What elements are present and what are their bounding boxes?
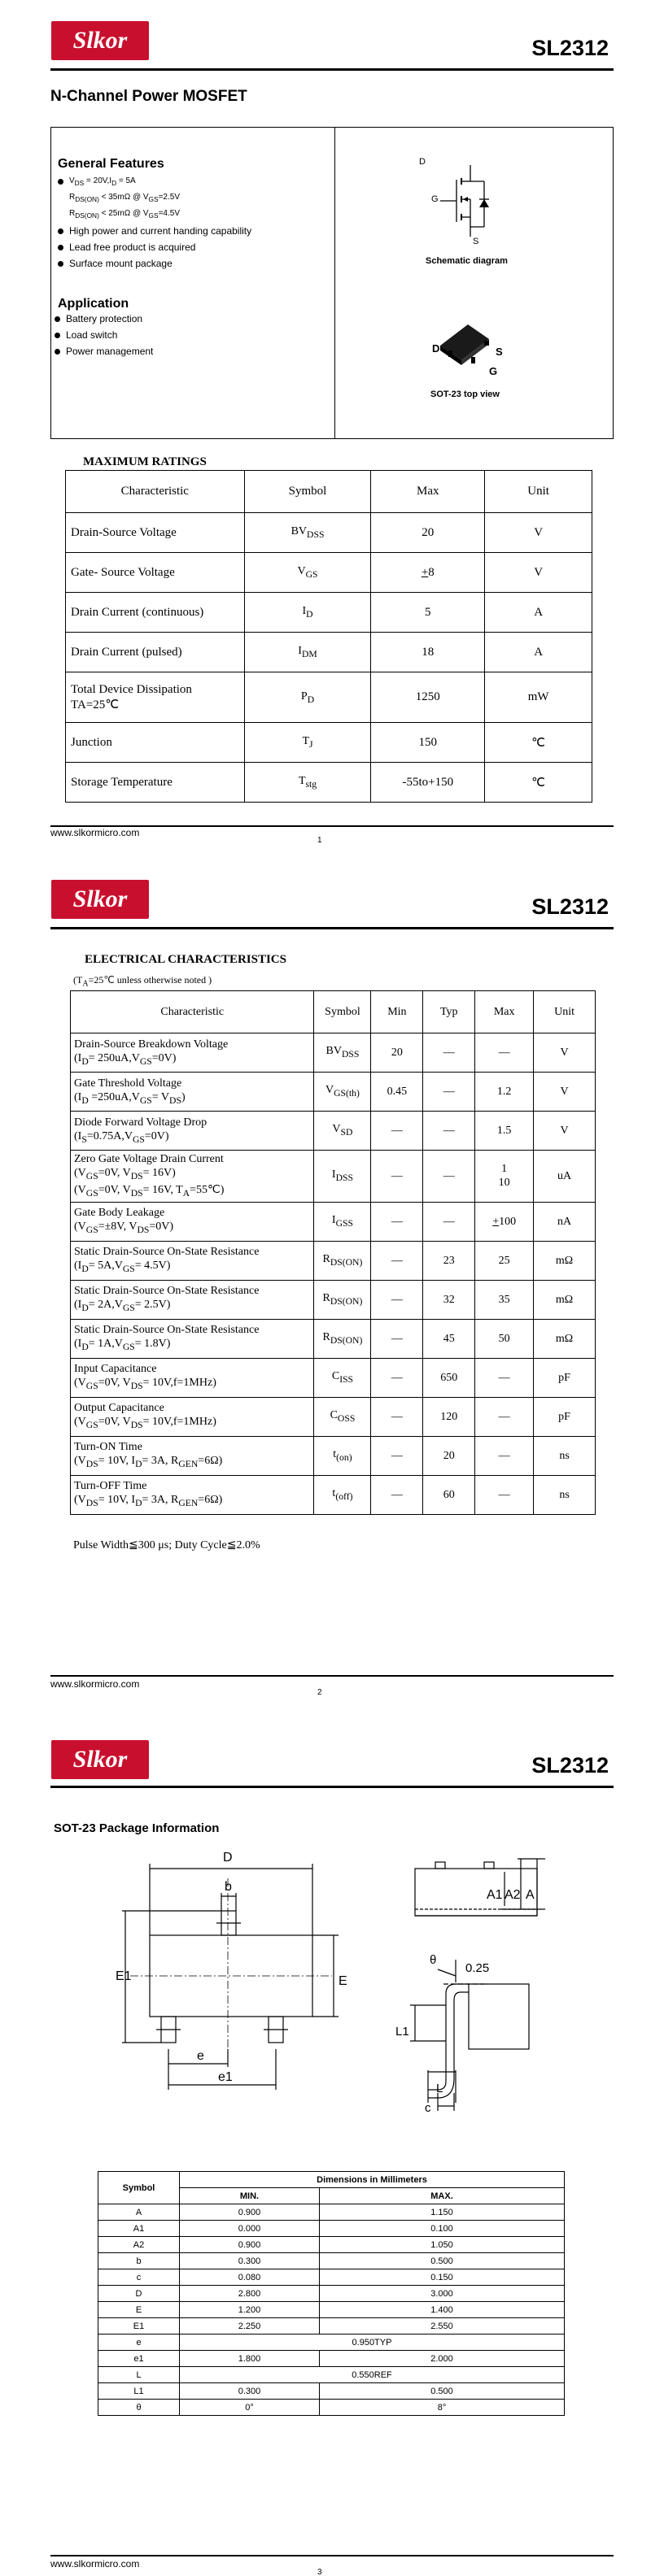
max-cell: 25: [475, 1241, 534, 1280]
table-row: [71, 1358, 596, 1397]
characteristic-cell: Diode Forward Voltage Drop $(I_S=0.75A,V_{GS}=0V)$: [71, 1112, 314, 1151]
min-cell: 2.250: [180, 2318, 320, 2334]
table-row: [98, 2367, 565, 2383]
table-row: [71, 1397, 596, 1436]
symbol-cell: L1: [98, 2383, 180, 2400]
unit-cell: mΩ: [534, 1280, 596, 1319]
brand-logo: Slkor: [51, 21, 149, 60]
symbol-cell: $P_D$: [244, 672, 371, 723]
dim-label-l: L: [436, 2082, 443, 2095]
characteristic-cell: Gate Body Leakage ($V_{GS}=\pm 8V$, $V_{DS}=0V$): [71, 1202, 314, 1241]
symbol-cell: $V_{GS}$: [244, 553, 371, 593]
feature-item: [58, 258, 173, 269]
unit-cell: A: [485, 633, 592, 672]
table-row: [98, 2383, 565, 2400]
electrical-characteristics-title: ELECTRICAL CHARACTERISTICS: [85, 953, 286, 966]
max-cell: —: [475, 1397, 534, 1436]
bullet-icon: [58, 261, 63, 267]
typ-cell: 650: [423, 1358, 475, 1397]
application-text: Battery protection: [66, 313, 143, 324]
page-number: 3: [317, 2568, 322, 2576]
features-divider: [334, 128, 335, 438]
unit-cell: mΩ: [534, 1319, 596, 1358]
min-cell: 0°: [180, 2400, 320, 2416]
header-rule: [50, 1786, 614, 1788]
typ-cell: 32: [423, 1280, 475, 1319]
max-cell: 2.000: [320, 2351, 565, 2367]
table-row: [71, 1073, 596, 1112]
unit-cell: pF: [534, 1397, 596, 1436]
symbol-cell: $I_{GSS}$: [314, 1202, 371, 1241]
column-header: Symbol: [244, 471, 371, 513]
unit-cell: ns: [534, 1475, 596, 1514]
page-number: 2: [317, 1688, 322, 1697]
bullet-icon: [58, 179, 63, 185]
table-row: [98, 2334, 565, 2351]
max-cell: 20: [371, 513, 485, 553]
min-cell: 1.200: [180, 2302, 320, 2318]
max-cell: 1250: [371, 672, 485, 723]
bullet-icon: [55, 316, 60, 322]
application-text: Load switch: [66, 329, 118, 341]
symbol-cell: A: [98, 2204, 180, 2221]
typ-cell: 60: [423, 1475, 475, 1514]
max-cell: 1 10: [475, 1151, 534, 1203]
package-pin-d: D: [432, 342, 440, 355]
characteristic-cell: Static Drain-Source On-State Resistance $(I_D= 1A,V_{GS}= 1.8V)$: [71, 1319, 314, 1358]
symbol-cell: b: [98, 2253, 180, 2269]
dim-label-e1-vertical: E1: [116, 1969, 132, 1983]
feature-text: High power and current handing capability: [69, 225, 252, 237]
electrical-characteristics-table: [70, 990, 596, 1515]
symbol-header: Symbol: [98, 2172, 180, 2204]
typ-cell: —: [423, 1202, 475, 1241]
max-ratings-title: MAXIMUM RATINGS: [83, 455, 207, 468]
characteristic-cell: Drain Current (continuous): [66, 593, 245, 633]
max-cell: -55to+150: [371, 763, 485, 803]
table-row: [71, 1280, 596, 1319]
max-cell: 8°: [320, 2400, 565, 2416]
max-cell: 1.050: [320, 2237, 565, 2253]
min-cell: 0.900: [180, 2204, 320, 2221]
min-cell: —: [371, 1151, 423, 1203]
min-cell: —: [371, 1436, 423, 1475]
max-cell: —: [475, 1358, 534, 1397]
table-row: [98, 2400, 565, 2416]
symbol-cell: $R_{DS(ON)}$: [314, 1280, 371, 1319]
characteristic-cell: Static Drain-Source On-State Resistance $(I_D= 2A,V_{GS}= 2.5V)$: [71, 1280, 314, 1319]
max-header: MAX.: [320, 2188, 565, 2204]
unit-cell: ns: [534, 1436, 596, 1475]
table-row: [98, 2237, 565, 2253]
min-cell: —: [371, 1397, 423, 1436]
typ-cell: —: [423, 1033, 475, 1073]
min-cell: 1.800: [180, 2351, 320, 2367]
max-cell: 35: [475, 1280, 534, 1319]
dim-label-a1: A1: [487, 1888, 503, 1902]
symbol-cell: $I_{DM}$: [244, 633, 371, 672]
typ-cell: —: [423, 1151, 475, 1203]
max-cell: 0.500: [320, 2253, 565, 2269]
package-pin-s: S: [496, 346, 503, 358]
table-row: [71, 1112, 596, 1151]
package-dimensions-table: [98, 2171, 565, 2416]
unit-cell: V: [534, 1112, 596, 1151]
dim-label-d: D: [223, 1851, 233, 1865]
symbol-cell: c: [98, 2269, 180, 2286]
table-header-row: [71, 991, 596, 1033]
symbol-cell: $I_D$: [244, 593, 371, 633]
part-number: SL2312: [531, 36, 609, 60]
symbol-cell: $V_{SD}$: [314, 1112, 371, 1151]
unit-cell: nA: [534, 1202, 596, 1241]
max-ratings-table: [65, 470, 592, 803]
unit-cell: ℃: [485, 723, 592, 763]
max-cell: 2.550: [320, 2318, 565, 2334]
max-cell: 5: [371, 593, 485, 633]
characteristic-cell: Junction: [66, 723, 245, 763]
max-cell: 0.100: [320, 2221, 565, 2237]
unit-cell: A: [485, 593, 592, 633]
table-row: [66, 513, 592, 553]
unit-cell: V: [534, 1073, 596, 1112]
mosfet-schematic-icon: [434, 157, 507, 246]
bullet-icon: [58, 228, 63, 234]
application-text: Power management: [66, 346, 154, 357]
bullet-icon: [58, 245, 63, 250]
characteristic-cell: Output Capacitance ($V_{GS}=0V$, $V_{DS}= 10V,f=1MHz$): [71, 1397, 314, 1436]
column-header: Max: [475, 991, 534, 1033]
typ-cell: 23: [423, 1241, 475, 1280]
max-cell: 18: [371, 633, 485, 672]
dim-label-a2: A2: [505, 1888, 521, 1902]
feature-text: Surface mount package: [69, 258, 173, 269]
min-cell: 0.000: [180, 2221, 320, 2237]
schematic-pin-g: G: [431, 194, 439, 204]
bullet-icon: [55, 333, 60, 338]
characteristic-cell: Storage Temperature: [66, 763, 245, 803]
application-item: [55, 346, 153, 357]
footer-url[interactable]: www.slkormicro.com: [50, 1678, 140, 1690]
header-rule: [50, 68, 614, 71]
min-cell: 0.900: [180, 2237, 320, 2253]
feature-item: [58, 209, 180, 220]
general-features-heading: General Features: [58, 157, 164, 171]
symbol-cell: e: [98, 2334, 180, 2351]
header-rule: [50, 927, 614, 929]
test-condition-note: ($T_A=25℃$ unless otherwise noted ): [73, 974, 212, 989]
column-header: Max: [371, 471, 485, 513]
max-cell: 0.150: [320, 2269, 565, 2286]
symbol-cell: A2: [98, 2237, 180, 2253]
symbol-cell: e1: [98, 2351, 180, 2367]
column-header: Unit: [534, 991, 596, 1033]
max-cell: 50: [475, 1319, 534, 1358]
column-header: Characteristic: [71, 991, 314, 1033]
unit-cell: mW: [485, 672, 592, 723]
table-row: [66, 672, 592, 723]
min-cell: —: [371, 1202, 423, 1241]
column-header: Min: [371, 991, 423, 1033]
unit-cell: uA: [534, 1151, 596, 1203]
symbol-cell: $R_{DS(ON)}$: [314, 1319, 371, 1358]
table-row: [98, 2204, 565, 2221]
min-cell: —: [371, 1112, 423, 1151]
application-heading: Application: [58, 297, 129, 311]
page-2: [0, 859, 664, 1717]
min-cell: —: [371, 1319, 423, 1358]
footer-rule: [50, 1675, 614, 1677]
feature-item: [58, 225, 251, 237]
brand-logo: Slkor: [51, 880, 149, 919]
min-cell: 2.800: [180, 2286, 320, 2302]
typ-cell: —: [423, 1073, 475, 1112]
feature-text: $R_{DS(ON)} < 25m\Omega$ @ $V_{GS}=4.5V$: [69, 209, 181, 220]
feature-item: [58, 176, 136, 187]
table-row: [66, 553, 592, 593]
schematic-caption: Schematic diagram: [426, 256, 508, 266]
column-header: Characteristic: [66, 471, 245, 513]
dim-label-b: b: [225, 1880, 232, 1894]
table-header-row: [66, 471, 592, 513]
min-cell: 20: [371, 1033, 423, 1073]
symbol-cell: L: [98, 2367, 180, 2383]
typ-cell: 20: [423, 1436, 475, 1475]
feature-item: [58, 193, 180, 203]
column-header: Typ: [423, 991, 475, 1033]
schematic-pin-d: D: [419, 157, 426, 167]
application-item: [55, 329, 117, 341]
max-cell: 150: [371, 723, 485, 763]
table-row: [71, 1241, 596, 1280]
table-row: [98, 2351, 565, 2367]
schematic-pin-s: S: [473, 237, 479, 246]
table-row: [98, 2302, 565, 2318]
min-cell: 0.300: [180, 2253, 320, 2269]
dim-label-a: A: [526, 1888, 535, 1902]
symbol-cell: E1: [98, 2318, 180, 2334]
min-cell: —: [371, 1280, 423, 1319]
symbol-cell: $BV_{DSS}$: [244, 513, 371, 553]
page-1: [0, 0, 664, 859]
column-header: Unit: [485, 471, 592, 513]
application-item: [55, 313, 142, 324]
brand-logo: Slkor: [51, 1740, 149, 1779]
max-cell: 1.150: [320, 2204, 565, 2221]
dim-label-e: E: [339, 1974, 347, 1988]
pulse-note: Pulse Width≦300 μs; Duty Cycle≦2.0%: [73, 1539, 260, 1551]
min-cell: 0.45: [371, 1073, 423, 1112]
feature-text: $V_{DS} = 20V,I_D = 5A$: [69, 176, 136, 187]
dim-label-l1: L1: [395, 2025, 409, 2039]
max-cell: +100: [475, 1202, 534, 1241]
max-cell: —: [475, 1033, 534, 1073]
min-cell: —: [371, 1475, 423, 1514]
symbol-cell: $R_{DS(ON)}$: [314, 1241, 371, 1280]
typ-cell: 45: [423, 1319, 475, 1358]
table-header-row: [98, 2172, 565, 2188]
unit-cell: mΩ: [534, 1241, 596, 1280]
symbol-cell: $t_{(off)}$: [314, 1475, 371, 1514]
table-row: [98, 2269, 565, 2286]
table-row: [98, 2253, 565, 2269]
table-row: [66, 723, 592, 763]
characteristic-cell: Total Device Dissipation TA=25℃: [66, 672, 245, 723]
part-number: SL2312: [531, 1753, 609, 1778]
characteristic-cell: Drain-Source Voltage: [66, 513, 245, 553]
page-3: [0, 1717, 664, 2576]
min-header: MIN.: [180, 2188, 320, 2204]
table-row: [71, 1475, 596, 1514]
characteristic-cell: Drain Current (pulsed): [66, 633, 245, 672]
max-cell: 1.5: [475, 1112, 534, 1151]
table-row: [98, 2221, 565, 2237]
page-number: 1: [317, 836, 322, 845]
table-row: [66, 763, 592, 803]
footer-rule: [50, 2555, 614, 2556]
table-row: [71, 1033, 596, 1073]
table-row: [66, 633, 592, 672]
unit-cell: V: [485, 513, 592, 553]
unit-cell: V: [534, 1033, 596, 1073]
unit-cell: pF: [534, 1358, 596, 1397]
features-box: [50, 127, 614, 439]
characteristic-cell: Zero Gate Voltage Drain Current ($V_{GS}=0V$, $V_{DS}= 16V$) ($V_{GS}=0V$, $V_{DS}= 16V$, $T_A=55℃$): [71, 1151, 314, 1203]
symbol-cell: $C_{OSS}$: [314, 1397, 371, 1436]
table-row: [98, 2286, 565, 2302]
max-cell: 0.500: [320, 2383, 565, 2400]
feature-text: $R_{DS(ON)} < 35m\Omega$ @ $V_{GS}=2.5V$: [69, 193, 181, 203]
typ-cell: —: [423, 1112, 475, 1151]
max-cell: +8: [371, 553, 485, 593]
symbol-cell: $t_{(on)}$: [314, 1436, 371, 1475]
max-cell: 1.400: [320, 2302, 565, 2318]
symbol-cell: $T_J$: [244, 723, 371, 763]
characteristic-cell: Static Drain-Source On-State Resistance $(I_D= 5A,V_{GS}= 4.5V)$: [71, 1241, 314, 1280]
dim-label-pitch-e: e: [197, 2049, 204, 2063]
footer-url[interactable]: www.slkormicro.com: [50, 827, 140, 838]
symbol-cell: D: [98, 2286, 180, 2302]
min-cell: —: [371, 1358, 423, 1397]
feature-text: Lead free product is acquired: [69, 242, 196, 253]
symbol-cell: $I_{DSS}$: [314, 1151, 371, 1203]
typical-cell: 0.550REF: [180, 2367, 565, 2383]
max-cell: 3.000: [320, 2286, 565, 2302]
column-header: Symbol: [314, 991, 371, 1033]
max-cell: —: [475, 1436, 534, 1475]
typ-cell: 120: [423, 1397, 475, 1436]
dim-label-gauge: 0.25: [465, 1961, 490, 1975]
characteristic-cell: Gate- Source Voltage: [66, 553, 245, 593]
characteristic-cell: Turn-OFF Time ($V_{DS}= 10V$, $I_D= 3A$, $R_{GEN}=6\Omega$): [71, 1475, 314, 1514]
part-number: SL2312: [531, 894, 609, 919]
symbol-cell: $T_{stg}$: [244, 763, 371, 803]
symbol-cell: θ: [98, 2400, 180, 2416]
dim-label-theta: θ: [430, 1953, 437, 1967]
min-cell: 0.300: [180, 2383, 320, 2400]
package-pin-g: G: [489, 365, 498, 377]
characteristic-cell: Gate Threshold Voltage $(I_D =250uA,V_{GS}= V_{DS})$: [71, 1073, 314, 1112]
typical-cell: 0.950TYP: [180, 2334, 565, 2351]
unit-cell: ℃: [485, 763, 592, 803]
table-row: [71, 1319, 596, 1358]
dim-label-pitch-e1: e1: [218, 2070, 233, 2084]
table-row: [66, 593, 592, 633]
table-row: [71, 1436, 596, 1475]
table-row: [71, 1202, 596, 1241]
symbol-cell: $BV_{DSS}$: [314, 1033, 371, 1073]
feature-item: [58, 242, 195, 253]
symbol-cell: $C_{ISS}$: [314, 1358, 371, 1397]
min-cell: —: [371, 1241, 423, 1280]
unit-cell: V: [485, 553, 592, 593]
characteristic-cell: Input Capacitance ($V_{GS}=0V$, $V_{DS}= 10V,f=1MHz$): [71, 1358, 314, 1397]
max-cell: 1.2: [475, 1073, 534, 1112]
max-cell: —: [475, 1475, 534, 1514]
characteristic-cell: Turn-ON Time ($V_{DS}= 10V$, $I_D= 3A$, $R_{GEN}=6\Omega$): [71, 1436, 314, 1475]
dim-label-c: c: [425, 2101, 431, 2115]
dimensions-header: Dimensions in Millimeters: [180, 2172, 565, 2188]
footer-url[interactable]: www.slkormicro.com: [50, 2558, 140, 2569]
symbol-cell: $V_{GS(th)}$: [314, 1073, 371, 1112]
table-row: [71, 1151, 596, 1203]
symbol-cell: A1: [98, 2221, 180, 2237]
characteristic-cell: Drain-Source Breakdown Voltage $(I_D= 250uA,V_{GS}=0V)$: [71, 1033, 314, 1073]
table-row: [98, 2318, 565, 2334]
package-caption: SOT-23 top view: [430, 389, 500, 399]
package-info-title: SOT-23 Package Information: [54, 1821, 220, 1835]
bullet-icon: [55, 349, 60, 355]
symbol-cell: E: [98, 2302, 180, 2318]
min-cell: 0.080: [180, 2269, 320, 2286]
document-title: N-Channel Power MOSFET: [50, 88, 247, 105]
